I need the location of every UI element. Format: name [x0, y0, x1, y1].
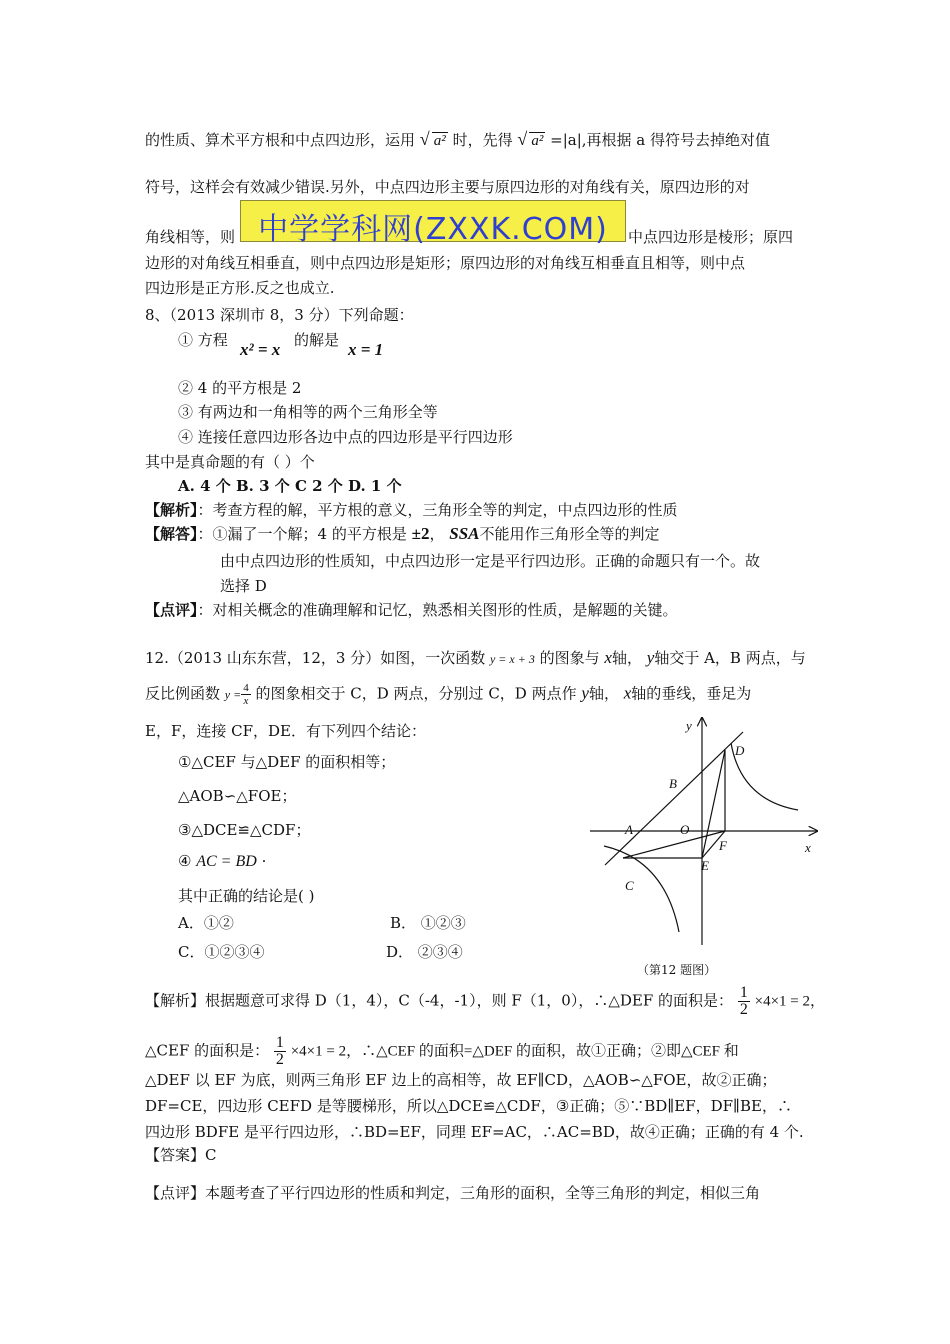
segment-CF: [623, 831, 725, 858]
q12-line3: E，F，连接 CF，DE．有下列四个结论：: [145, 722, 426, 740]
label-C: C: [625, 878, 634, 893]
q12-conclusion3: ③△DCE≌△CDF；: [178, 821, 311, 839]
sqrt-a-squared-2: √ a²: [517, 129, 544, 149]
label-x: x: [805, 840, 811, 855]
q8-question: 其中是真命题的有（ ）个: [145, 453, 315, 471]
q8-equation: x² = x: [240, 340, 281, 359]
para1-line3b: 中点四边形是棱形；原四: [628, 228, 794, 246]
para1-line1: [145, 130, 770, 151]
para1-line3a: 角线相等，则: [145, 228, 236, 246]
q12-analysis-line1: 【解析】根据题意可求得 D（1，4），C（-4，-1），则 F（1，0），∴△DEF 的面积是： $\frac{1}{2}$ ×4×1 = 2，: [145, 984, 825, 1018]
q12-comment: 【点评】本题考查了平行四边形的性质和判定，三角形的面积，全等三角形的判定，相似三角: [145, 1184, 761, 1202]
q8-option4: ④ 连接任意四边形各边中点的四边形是平行四边形: [178, 428, 513, 446]
q8-answer-line2: 由中点四边形的性质知，中点四边形一定是平行四边形。正确的命题只有一个。故: [220, 552, 761, 570]
q8-option1: ① 方程: [178, 331, 228, 349]
q8-answer: 【解答】：①漏了一个解；4 的平方根是 ±2， SSA不能用作三角形全等的判定: [145, 524, 660, 543]
q8-heading: 8、（2013 深圳市 8，3 分）下列命题：: [145, 306, 414, 324]
q12-conclusion1: ①△CEF 与△DEF 的面积相等；: [178, 753, 396, 771]
q12-option-a: A．①②: [178, 914, 234, 932]
q8-option1-mid: 的解是: [294, 331, 340, 349]
hyperbola-left: [604, 846, 679, 932]
q8-option2: ② 4 的平方根是 2: [178, 379, 302, 397]
q12-question: 其中正确的结论是( ): [178, 887, 315, 905]
label-B: B: [669, 776, 677, 791]
q12-analysis-line2: △CEF 的面积是： $\frac{1}{2}$ ×4×1 = 2，∴△CEF 的面积=△DEF 的面积，故①正确；②即△CEF 和: [145, 1034, 739, 1068]
q8-solution: x = 1: [348, 340, 384, 359]
q12-conclusion4: ④ AC = BD ·: [178, 852, 267, 870]
q8-analysis: 【解析】：考查方程的解，平方根的意义，三角形全等的判定，中点四边形的性质: [145, 501, 678, 519]
label-E: E: [701, 858, 709, 873]
sqrt-a-squared: √ a²: [419, 129, 446, 149]
q12-conclusion2: △AOB∽△FOE；: [178, 787, 297, 805]
q12-option-b: B． ①②③: [390, 914, 466, 932]
q12-line1: 12.（2013 山东东营，12，3 分）如图，一次函数 y = x + 3 的图象与 x轴， y轴交于 A，B 两点，与: [145, 648, 806, 667]
q12-figure: [585, 710, 825, 960]
label-A: A: [625, 822, 633, 837]
label-y: y: [686, 718, 692, 733]
figure-caption: （第12 题图）: [637, 963, 717, 977]
q12-analysis-line3: △DEF 以 EF 为底，则两三角形 EF 边上的高相等，故 EF∥CD，△AOB∽△FOE，故②正确；: [145, 1071, 777, 1089]
para1-line4: 边形的对角线互相垂直，则中点四边形是矩形；原四边形的对角线互相垂直且相等，则中点: [145, 254, 746, 272]
q12-analysis-line5: 四边形 BDFE 是平行四边形，∴BD=EF，同理 EF=AC，∴AC=BD，故④正确；正确的有 4 个.: [145, 1123, 804, 1141]
q12-analysis-line4: DF=CE，四边形 CEFD 是等腰梯形，所以△DCE≌△CDF，③正确；⑤∵BD∥EF，DF∥BE，∴: [145, 1097, 792, 1115]
label-D: D: [735, 743, 745, 758]
q8-comment: 【点评】：对相关概念的准确理解和记忆，熟悉相关图形的性质，是解题的关键。: [145, 601, 678, 619]
q8-option3: ③ 有两边和一角相等的两个三角形全等: [178, 403, 438, 421]
q8-choices: A. 4 个 B. 3 个 C 2 个 D. 1 个: [178, 477, 402, 495]
q12-option-c: C．①②③④: [178, 943, 265, 961]
para1-line5: 四边形是正方形.反之也成立.: [145, 279, 335, 297]
text: =|a|,再根据 a 得符号去掉绝对值: [550, 131, 771, 149]
zxxk-watermark-logo: 中学学科网(ZXXK.COM): [240, 200, 626, 242]
text: 的性质、算术平方根和中点四边形，运用: [145, 131, 416, 149]
q12-answer: 【答案】C: [145, 1146, 217, 1164]
para1-line2: 符号，这样会有效减少错误.另外，中点四边形主要与原四边形的对角线有关，原四边形的对: [145, 178, 750, 196]
q8-answer-line3: 选择 D: [220, 577, 267, 595]
label-F: F: [719, 838, 727, 853]
text: 时，先得: [452, 131, 513, 149]
q12-line2: 反比例函数 y = $\frac{4}{x}$ 的图象相交于 C，D 两点，分别过 C，D 两点作 y轴， x轴的垂线，垂足为: [145, 682, 752, 707]
q12-option-d: D． ②③④: [386, 943, 463, 961]
label-O: O: [680, 822, 690, 837]
